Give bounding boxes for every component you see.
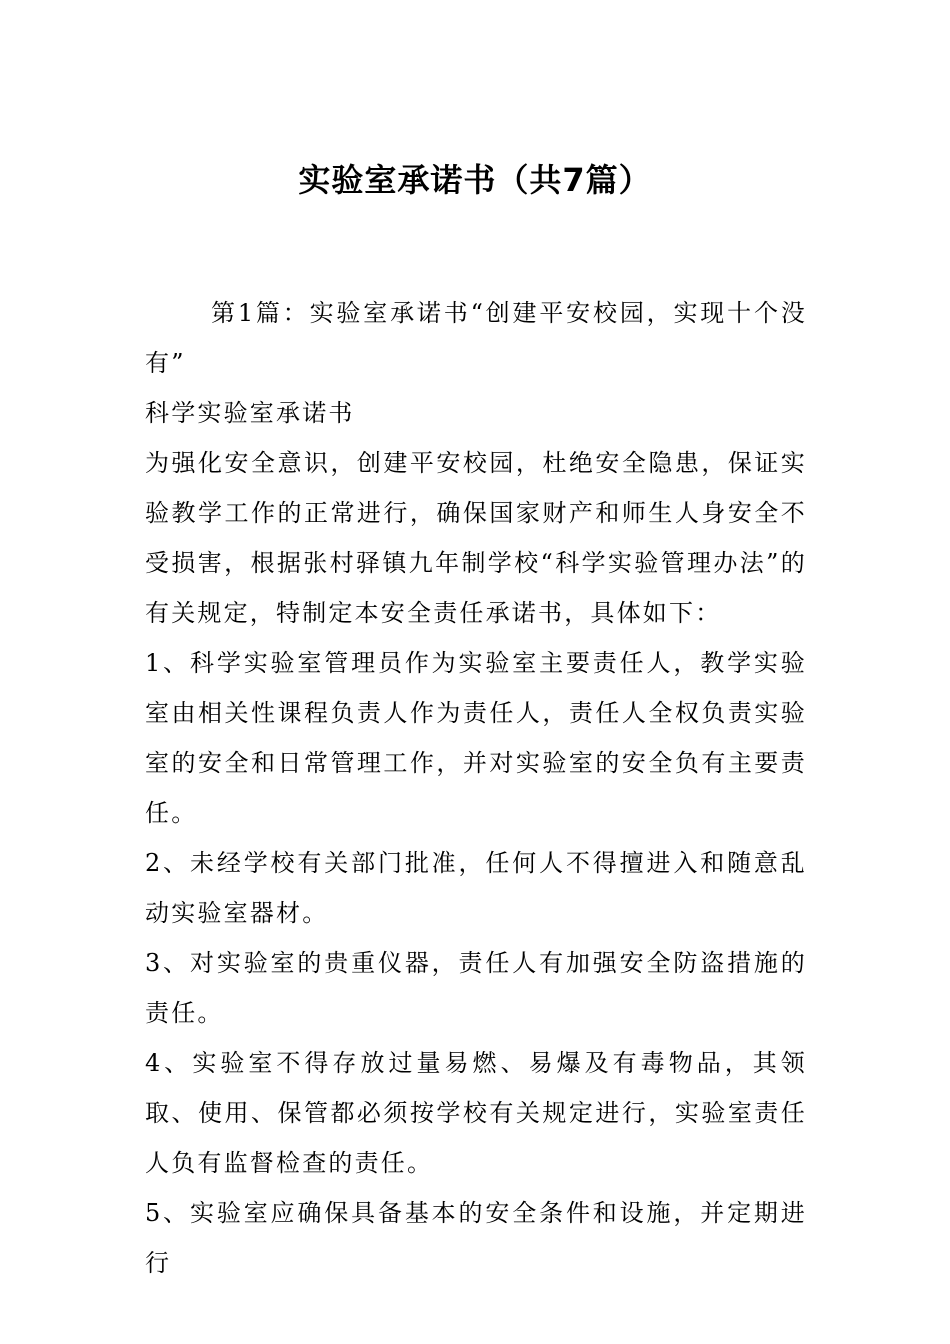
intro-paragraph: 为强化安全意识，创建平安校园，杜绝安全隐患，保证实验教学工作的正常进行，确保国家财产和师生人身安全不受损害，根据张村驿镇九年制学校“科学实验管理办法”的有关规定，特制定本安全责任承诺书，具体如下： <box>145 449 807 627</box>
clause-1: 1、科学实验室管理员作为实验室主要责任人，教学实验室由相关性课程负责人作为责任人，责任人全权负责实验室的安全和日常管理工作，并对实验室的安全负有主要责任。 <box>145 649 807 827</box>
clause-2: 2、未经学校有关部门批准，任何人不得擅进入和随意乱动实验室器材。 <box>145 849 807 927</box>
document-body <box>145 288 807 1288</box>
document-title: 实验室承诺书（共7篇） <box>298 161 652 199</box>
clause-5: 5、实验室应确保具备基本的安全条件和设施，并定期进行 <box>145 1199 807 1277</box>
clause-4: 4、实验室不得存放过量易燃、易爆及有毒物品，其领取、使用、保管都必须按学校有关规定进行，实验室责任人负有监督检查的责任。 <box>145 1049 807 1177</box>
clause-3: 3、对实验室的贵重仪器，责任人有加强安全防盗措施的责任。 <box>145 949 807 1027</box>
section-heading: 第1篇：实验室承诺书“创建平安校园，实现十个没有” <box>145 299 807 377</box>
subheading: 科学实验室承诺书 <box>145 399 355 427</box>
